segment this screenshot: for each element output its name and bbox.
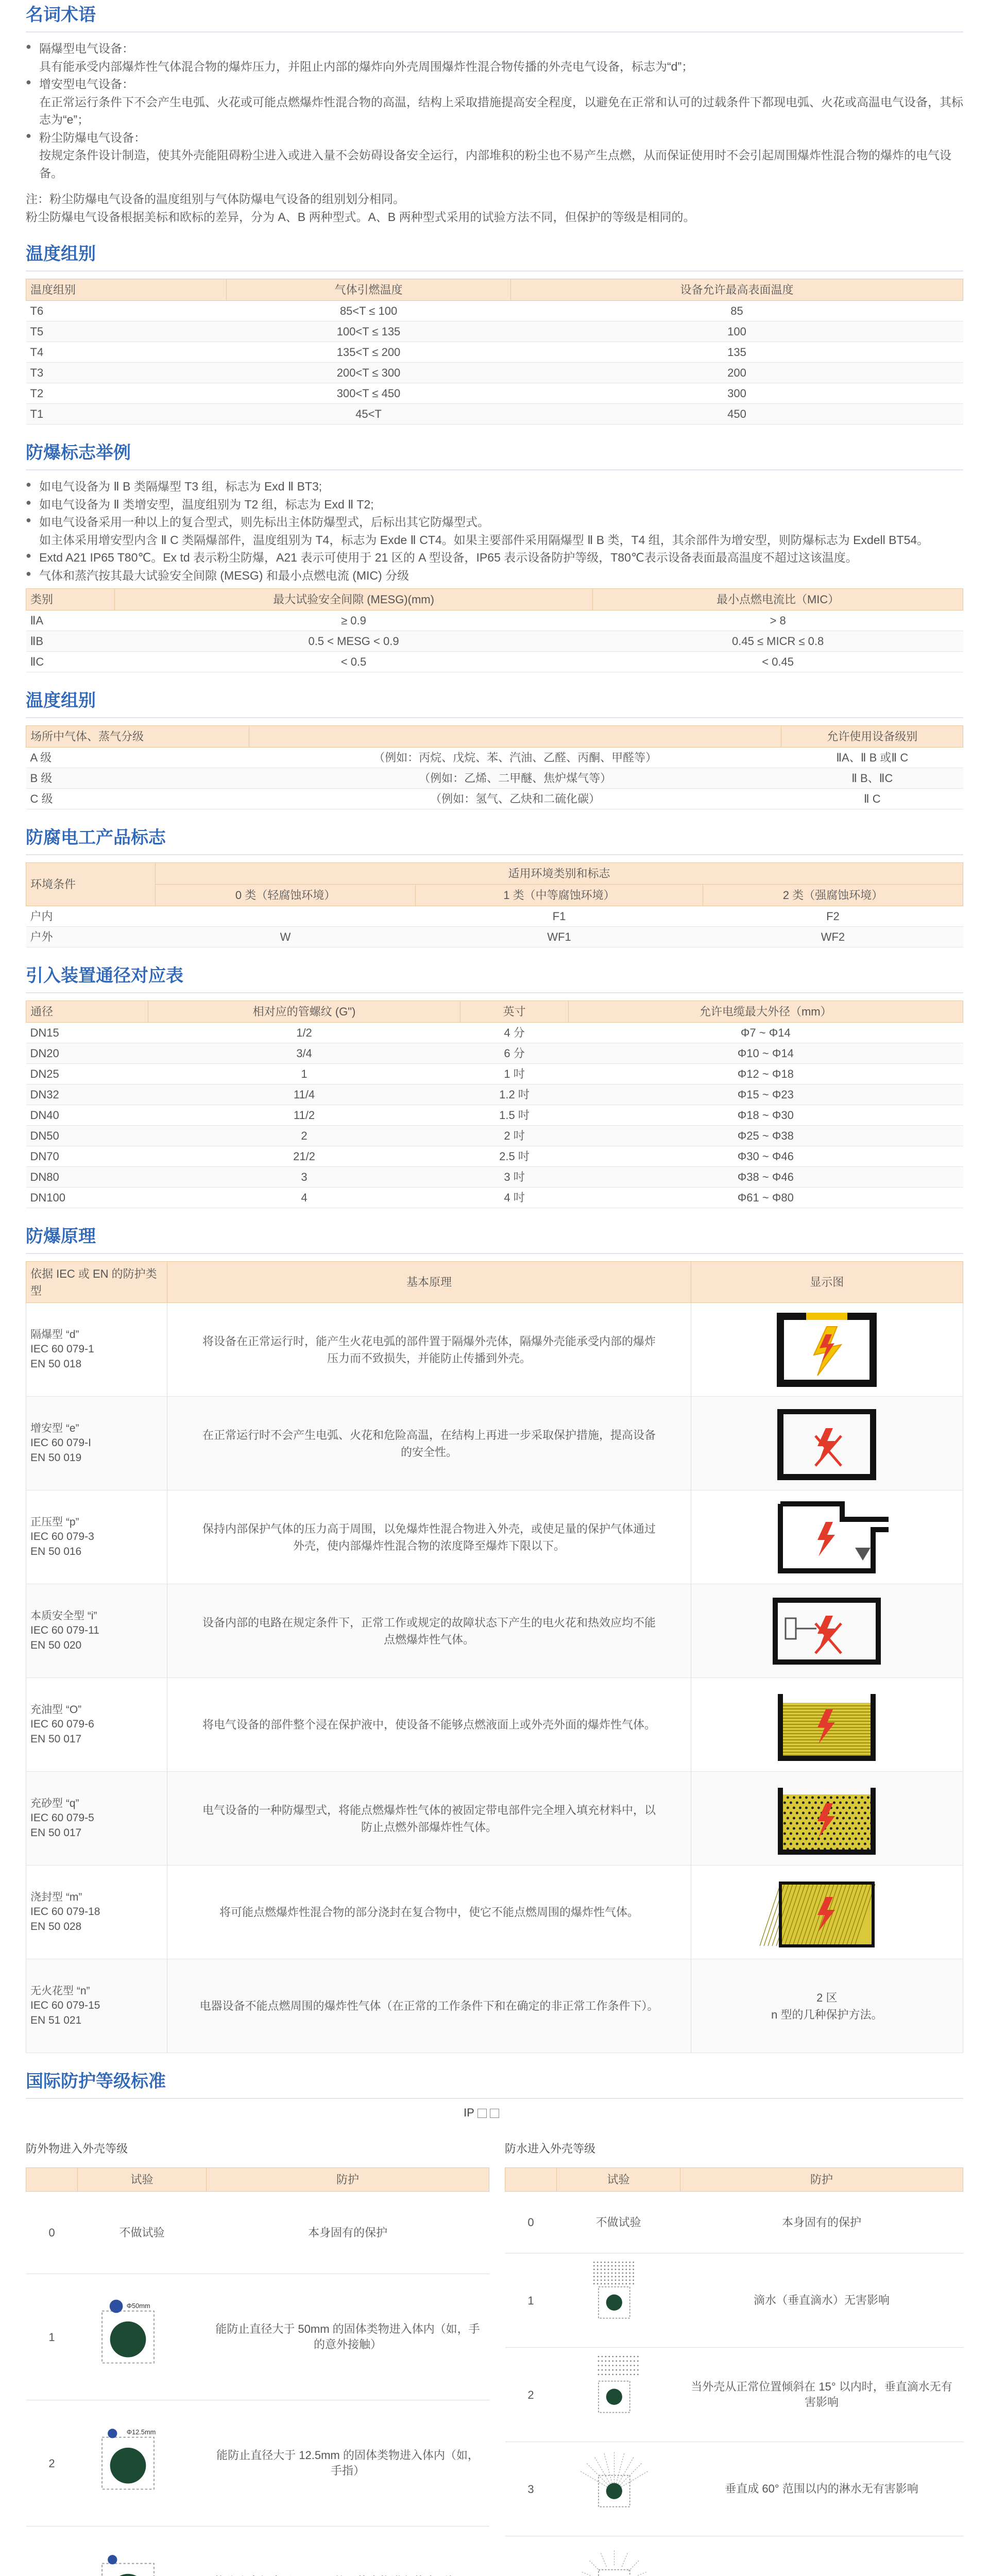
table-cell: B 级 xyxy=(26,768,249,789)
table-row xyxy=(26,1105,963,1126)
table-cell: Φ25 ~ Φ38 xyxy=(568,1126,963,1146)
table-cell: 户外 xyxy=(26,927,156,947)
list-item: ● Extd A21 IP65 T80℃。Ex td 表示粉尘防爆，A21 表示可使用于 21 区的 A 型设备，IP65 表示设备防护等级，T80℃表示设备表面最高温度不超过这该温度。 xyxy=(26,549,963,567)
table-cell: Φ15 ~ Φ23 xyxy=(568,1084,963,1105)
table-header: 环境条件 xyxy=(26,863,156,906)
ip-level xyxy=(26,2527,78,2576)
table-cell: 11/4 xyxy=(148,1084,461,1105)
table-row xyxy=(26,2400,489,2527)
ip-test xyxy=(557,2348,680,2442)
table-row xyxy=(26,321,963,342)
list-item: ● 如电气设备为 Ⅱ B 类隔爆型 T3 组，标志为 Exd Ⅱ BT3; xyxy=(26,478,963,496)
ip-protection: 能防止直径大于 50mm 的固体类物进入体内（如，手的意外接触） xyxy=(207,2274,489,2400)
table-row xyxy=(26,383,963,404)
ip-level: 1 xyxy=(505,2253,557,2348)
gas-class-title: 温度组别 xyxy=(26,688,963,718)
table-row xyxy=(26,1772,963,1866)
table-cell: Φ10 ~ Φ14 xyxy=(568,1043,963,1064)
ip-water-diagram xyxy=(567,2256,670,2341)
table-cell: 户内 xyxy=(26,906,156,927)
ip-level xyxy=(505,2536,557,2576)
glossary-term: ● 隔爆型电气设备： 具有能承受内部爆炸性气体混合物的爆炸压力，并阻止内部的爆炸向外壳周围爆炸性混合物传播的外壳电气设备，标志为“d”； xyxy=(26,40,963,75)
table-header: 允许电缆最大外径（mm） xyxy=(568,1001,963,1023)
protection-principle: 电器设备不能点燃周围的爆炸性气体（在正常的工作条件下和在确定的非正常工作条件下）。 xyxy=(167,1959,691,2053)
ip-solid-diagram xyxy=(83,2545,201,2576)
table-row xyxy=(26,1126,963,1146)
table-row xyxy=(26,301,963,321)
table-cell: 200 xyxy=(511,363,963,383)
ip-test: 不做试验 xyxy=(78,2192,207,2274)
protection-type: 无火花型 “n” IEC 60 079-15 EN 51 021 xyxy=(26,1959,167,2053)
table-row xyxy=(26,404,963,425)
mesg-table xyxy=(26,588,963,672)
ip-test xyxy=(78,2400,207,2527)
table-cell: C 级 xyxy=(26,789,249,809)
table-cell: T4 xyxy=(26,342,227,363)
principle-title: 防爆原理 xyxy=(26,1224,963,1254)
increased-diagram xyxy=(760,1405,894,1482)
table-row xyxy=(26,1584,963,1678)
table-header: 气体引燃温度 xyxy=(227,279,511,301)
glossary-list xyxy=(26,40,963,182)
table-cell: WF1 xyxy=(416,927,703,947)
gas-class-table xyxy=(26,725,963,809)
protection-type: 充砂型 “q” IEC 60 079-5 EN 50 017 xyxy=(26,1772,167,1866)
table-row xyxy=(26,2274,489,2400)
ip-title: 国际防护等级标准 xyxy=(26,2069,963,2099)
table-row xyxy=(26,1959,963,2053)
table-cell: 135<T ≤ 200 xyxy=(227,342,511,363)
ip-solid-table xyxy=(26,2167,489,2576)
table-cell: Φ12 ~ Φ18 xyxy=(568,1064,963,1084)
table-cell: 135 xyxy=(511,342,963,363)
list-item: ● 气体和蒸汽按其最大试验安全间隙 (MESG) 和最小点燃电流 (MIC) 分级 xyxy=(26,567,963,585)
table-row xyxy=(26,342,963,363)
anticorrosion-title: 防腐电工产品标志 xyxy=(26,825,963,855)
ip-water-diagram xyxy=(567,2444,670,2529)
table-header: 允许使用设备级别 xyxy=(781,726,963,748)
table-row xyxy=(26,1084,963,1105)
table-row xyxy=(26,1064,963,1084)
table-cell: 85<T ≤ 100 xyxy=(227,301,511,321)
table-row xyxy=(26,748,963,768)
table-cell: 2.5 吋 xyxy=(461,1146,568,1167)
table-cell: T6 xyxy=(26,301,227,321)
explosion-mark-title: 防爆标志举例 xyxy=(26,440,963,470)
table-row xyxy=(26,652,963,672)
ip-protection: 能防止直径大于 12.5mm 的固体类物进入体内（如，手指） xyxy=(207,2400,489,2527)
table-row xyxy=(26,906,963,927)
ip-level: 0 xyxy=(26,2192,78,2274)
sand-diagram xyxy=(760,1780,894,1857)
table-cell: 0.45 ≤ MICR ≤ 0.8 xyxy=(593,631,963,652)
protection-principle: 在正常运行时不会产生电弧、火花和危险高温，在结构上再进一步采取保护措施，提高设备的安全性。 xyxy=(167,1397,691,1490)
ip-protection: 滴水（垂直滴水）无害影响 xyxy=(680,2253,963,2348)
table-row xyxy=(505,2253,963,2348)
table-cell: DN32 xyxy=(26,1084,148,1105)
temp-group-table xyxy=(26,279,963,425)
ip-level: 2 xyxy=(26,2400,78,2527)
table-row xyxy=(26,1188,963,1208)
table-row xyxy=(26,1866,963,1959)
ip-test xyxy=(557,2536,680,2576)
table-cell: DN25 xyxy=(26,1064,148,1084)
table-cell: W xyxy=(155,927,415,947)
table-header: 设备允许最高表面温度 xyxy=(511,279,963,301)
entry-table xyxy=(26,1001,963,1208)
protection-diagram xyxy=(691,1678,963,1772)
list-item: ● 如电气设备为 Ⅱ 类增安型，温度组别为 T2 组，标志为 Exd Ⅱ T2; xyxy=(26,496,963,514)
table-cell: 3 xyxy=(148,1167,461,1188)
table-cell: Ⅱ B、ⅡC xyxy=(781,768,963,789)
table-cell: 300 xyxy=(511,383,963,404)
encap-diagram xyxy=(760,1874,894,1951)
table-header: 显示图 xyxy=(691,1262,963,1303)
table-row xyxy=(26,611,963,631)
table-header: 相对应的管螺纹 (G") xyxy=(148,1001,461,1023)
table-cell: T1 xyxy=(26,404,227,425)
ip-protection: 本身固有的保护 xyxy=(207,2192,489,2274)
table-cell: （例如：乙烯、二甲醚、焦炉煤气等） xyxy=(249,768,781,789)
table-header: 试验 xyxy=(557,2168,680,2192)
protection-diagram xyxy=(691,1866,963,1959)
protection-principle: 将可能点燃爆炸性混合物的部分浇封在复合物中，使它不能点燃周围的爆炸性气体。 xyxy=(167,1866,691,1959)
table-cell: Φ7 ~ Φ14 xyxy=(568,1023,963,1043)
table-cell: ⅡA xyxy=(26,611,115,631)
ip-section xyxy=(26,2106,963,2576)
table-row xyxy=(505,2442,963,2536)
table-cell: 2 吋 xyxy=(461,1126,568,1146)
ip-solid-diagram xyxy=(83,2292,201,2377)
ip-water-diagram xyxy=(567,2538,670,2576)
table-cell: T5 xyxy=(26,321,227,342)
table-cell: 11/2 xyxy=(148,1105,461,1126)
glossary-note: 注：粉尘防爆电气设备的温度组别与气体防爆电气设备的组别划分相同。 xyxy=(26,192,405,206)
table-cell: 21/2 xyxy=(148,1146,461,1167)
list-item: 如主体采用增安型内含 Ⅱ C 类隔爆部件，温度组别为 T4，标志为 Exde Ⅱ CT4。如果主要部件采用隔爆型 Ⅱ B 类，T4 组，其余部件为增安型，则防爆标志为 Exdell BT54。 xyxy=(39,533,929,547)
ip-test xyxy=(557,2253,680,2348)
table-row xyxy=(505,2536,963,2576)
ip-test xyxy=(557,2442,680,2536)
table-row xyxy=(26,2192,489,2274)
protection-principle: 电气设备的一种防爆型式，将能点燃爆炸性气体的被固定带电部件完全埋入填充材料中，以防止点燃外部爆炸性气体。 xyxy=(167,1772,691,1866)
temp-group-title: 温度组别 xyxy=(26,241,963,272)
table-row xyxy=(26,768,963,789)
ip-level: 3 xyxy=(505,2442,557,2536)
table-cell: 45<T xyxy=(227,404,511,425)
ip-test xyxy=(78,2527,207,2576)
table-cell: 1.5 吋 xyxy=(461,1105,568,1126)
ip-solid-diagram xyxy=(83,2418,201,2503)
table-cell: A 级 xyxy=(26,748,249,768)
glossary-desc: 具有能承受内部爆炸性气体混合物的爆炸压力，并阻止内部的爆炸向外壳周围爆炸性混合物传播的外壳电气设备，标志为“d”； xyxy=(39,59,694,73)
table-cell: 1 xyxy=(148,1064,461,1084)
ip-water-column xyxy=(505,2140,963,2576)
glossary-title: 名词术语 xyxy=(26,2,963,32)
table-cell: 3 吋 xyxy=(461,1167,568,1188)
table-header: 温度组别 xyxy=(26,279,227,301)
table-cell: 3/4 xyxy=(148,1043,461,1064)
table-header: 基本原理 xyxy=(167,1262,691,1303)
ip-solid-column xyxy=(26,2140,489,2576)
ip-test xyxy=(78,2274,207,2400)
table-header: 最小点燃电流比（MIC） xyxy=(593,589,963,611)
table-header: 通径 xyxy=(26,1001,148,1023)
table-row xyxy=(26,1397,963,1490)
glossary-desc: 在正常运行条件下不会产生电弧、火花或可能点燃爆炸性混合物的高温，结构上采取措施提高安全程度，以避免在正常和认可的过载条件下都现电弧、火花或高温电气设备，其标志为“e”； xyxy=(39,95,963,126)
table-cell: 4 吋 xyxy=(461,1188,568,1208)
table-cell: Φ18 ~ Φ30 xyxy=(568,1105,963,1126)
table-header: 适用环境类别和标志 xyxy=(155,863,963,885)
table-cell: 1 吋 xyxy=(461,1064,568,1084)
table-cell: 4 xyxy=(148,1188,461,1208)
glossary-term: ● 增安型电气设备： 在正常运行条件下不会产生电弧、火花或可能点燃爆炸性混合物的高温，结构上采取措施提高安全程度，以避免在正常和认可的过载条件下都现电弧、火花或高温电气设备，其标志为“e”； xyxy=(26,75,963,129)
table-row xyxy=(505,2348,963,2442)
table-cell: Φ30 ~ Φ46 xyxy=(568,1146,963,1167)
table-header: 英寸 xyxy=(461,1001,568,1023)
entry-title: 引入装置通径对应表 xyxy=(26,963,963,993)
flameproof-diagram xyxy=(760,1311,894,1388)
table-cell: （例如：丙烷、戊烷、苯、汽油、乙醛、丙酮、甲醛等） xyxy=(249,748,781,768)
protection-diagram xyxy=(691,1397,963,1490)
table-cell: DN50 xyxy=(26,1126,148,1146)
table-cell: F2 xyxy=(703,906,963,927)
table-header: 依据 IEC 或 EN 的防护类型 xyxy=(26,1262,167,1303)
table-cell: ⅡB xyxy=(26,631,115,652)
table-cell: ⅡC xyxy=(26,652,115,672)
table-header: 类别 xyxy=(26,589,115,611)
protection-diagram xyxy=(691,1584,963,1678)
protection-type: 充油型 “O” IEC 60 079-6 EN 50 017 xyxy=(26,1678,167,1772)
table-row xyxy=(26,927,963,947)
table-row xyxy=(26,2527,489,2576)
ip-protection xyxy=(680,2536,963,2576)
table-row xyxy=(26,1678,963,1772)
glossary-term: ● 粉尘防爆电气设备： 按规定条件设计制造，使其外壳能阻碍粉尘进入或进入量不会妨碍设备安全运行，内部堆积的粉尘也不易产生点燃，从而保证使用时不会引起周围爆炸性混合物的爆炸的电气设备。 xyxy=(26,129,963,182)
table-header: 防护 xyxy=(680,2168,963,2192)
protection-type: 本质安全型 “i” IEC 60 079-11 EN 50 020 xyxy=(26,1584,167,1678)
table-header: 1 类（中等腐蚀环境） xyxy=(416,885,703,906)
ip-water-label: 防水进入外壳等级 xyxy=(505,2142,596,2155)
table-cell: Φ38 ~ Φ46 xyxy=(568,1167,963,1188)
anticorrosion-table xyxy=(26,862,963,947)
ip-protection: 本身固有的保护 xyxy=(680,2192,963,2253)
table-cell: Φ61 ~ Φ80 xyxy=(568,1188,963,1208)
table-cell: WF2 xyxy=(703,927,963,947)
table-cell: 100<T ≤ 135 xyxy=(227,321,511,342)
oil-diagram xyxy=(760,1686,894,1764)
table-cell: 1/2 xyxy=(148,1023,461,1043)
table-cell: 450 xyxy=(511,404,963,425)
table-cell: T3 xyxy=(26,363,227,383)
protection-principle: 将电气设备的部件整个浸在保护液中，使设备不能够点燃液面上或外壳外面的爆炸性气体。 xyxy=(167,1678,691,1772)
table-header xyxy=(249,726,781,748)
ip-water-table xyxy=(505,2167,963,2576)
table-cell: ≥ 0.9 xyxy=(114,611,593,631)
table-row xyxy=(26,631,963,652)
explosion-mark-list xyxy=(26,478,963,584)
table-header: 场所中气体、蒸气分级 xyxy=(26,726,249,748)
table-cell: 200<T ≤ 300 xyxy=(227,363,511,383)
glossary-note: 粉尘防爆电气设备根据美标和欧标的差异，分为 A、B 两种型式。A、B 两种型式采用的试验方法不同，但保护的等级是相同的。 xyxy=(26,210,695,224)
ip-water-diagram xyxy=(567,2350,670,2435)
svg-text:Φ50mm: Φ50mm xyxy=(126,2302,150,2310)
table-cell: 2 xyxy=(148,1126,461,1146)
table-cell: < 0.45 xyxy=(593,652,963,672)
table-header: 试验 xyxy=(78,2168,207,2192)
table-cell: DN40 xyxy=(26,1105,148,1126)
table-row xyxy=(26,1490,963,1584)
table-row xyxy=(26,363,963,383)
table-row xyxy=(26,789,963,809)
table-header: 2 类（强腐蚀环境） xyxy=(703,885,963,906)
table-cell: T2 xyxy=(26,383,227,404)
table-cell: 100 xyxy=(511,321,963,342)
table-cell: < 0.5 xyxy=(114,652,593,672)
protection-diagram xyxy=(691,1303,963,1397)
ip-test: 不做试验 xyxy=(557,2192,680,2253)
ip-protection: 垂直成 60° 范围以内的淋水无有害影响 xyxy=(680,2442,963,2536)
table-row xyxy=(26,1303,963,1397)
table-cell: 4 分 xyxy=(461,1023,568,1043)
table-cell: F1 xyxy=(416,906,703,927)
table-cell: 85 xyxy=(511,301,963,321)
protection-principle: 将设备在正常运行时，能产生火花电弧的部件置于隔爆外壳体，隔爆外壳能承受内部的爆炸压力而不致损失，并能防止传播到外壳。 xyxy=(167,1303,691,1397)
glossary-desc: 按规定条件设计制造，使其外壳能阻碍粉尘进入或进入量不会妨碍设备安全运行，内部堆积的粉尘也不易产生点燃，从而保证使用时不会引起周围爆炸性混合物的爆炸的电气设备。 xyxy=(39,148,951,180)
protection-diagram: 2 区 n 型的几种保护方法。 xyxy=(691,1959,963,2053)
principle-table xyxy=(26,1261,963,2053)
table-cell: > 8 xyxy=(593,611,963,631)
table-row xyxy=(26,1043,963,1064)
table-row xyxy=(26,1023,963,1043)
table-row xyxy=(26,1146,963,1167)
pressurized-diagram xyxy=(760,1499,894,1576)
ip-level: 2 xyxy=(505,2348,557,2442)
table-cell: ⅡA、Ⅱ B 或Ⅱ C xyxy=(781,748,963,768)
protection-principle: 设备内部的电路在规定条件下，正常工作或规定的故障状态下产生的电火花和热效应均不能点燃爆炸性气体。 xyxy=(167,1584,691,1678)
protection-type: 增安型 “e” IEC 60 079-I EN 50 019 xyxy=(26,1397,167,1490)
list-item: ● 如电气设备采用一种以上的复合型式，则先标出主体防爆型式，后标出其它防爆型式。 xyxy=(26,513,963,531)
table-cell: DN15 xyxy=(26,1023,148,1043)
table-cell: Ⅱ C xyxy=(781,789,963,809)
table-row xyxy=(26,1167,963,1188)
table-cell: 300<T ≤ 450 xyxy=(227,383,511,404)
table-cell: DN20 xyxy=(26,1043,148,1064)
table-cell: DN80 xyxy=(26,1167,148,1188)
ip-protection xyxy=(207,2527,489,2576)
intrinsic-diagram xyxy=(760,1592,894,1670)
protection-diagram xyxy=(691,1490,963,1584)
ip-protection: 当外壳从正常位置倾斜在 15° 以内时，垂直滴水无有害影响 xyxy=(680,2348,963,2442)
table-header: 0 类（轻腐蚀环境） xyxy=(155,885,415,906)
protection-type: 浇封型 “m” IEC 60 079-18 EN 50 028 xyxy=(26,1866,167,1959)
table-header: 最大试验安全间隙 (MESG)(mm) xyxy=(114,589,593,611)
protection-diagram xyxy=(691,1772,963,1866)
table-cell: DN70 xyxy=(26,1146,148,1167)
ip-level: 1 xyxy=(26,2274,78,2400)
ip-level: 0 xyxy=(505,2192,557,2253)
protection-principle: 保持内部保护气体的压力高于周围，以免爆炸性混合物进入外壳，或使足量的保护气体通过外壳，使内部爆炸性混合物的浓度降至爆炸下限以下。 xyxy=(167,1490,691,1584)
table-cell: （例如：氢气、乙炔和二硫化碳） xyxy=(249,789,781,809)
table-cell xyxy=(155,906,415,927)
protection-type: 正压型 “p” IEC 60 079-3 EN 50 016 xyxy=(26,1490,167,1584)
table-cell: DN100 xyxy=(26,1188,148,1208)
table-cell: 0.5 < MESG < 0.9 xyxy=(114,631,593,652)
ip-code-mark: IP xyxy=(464,2104,499,2121)
table-header: 防护 xyxy=(207,2168,489,2192)
protection-type: 隔爆型 “d” IEC 60 079-1 EN 50 018 xyxy=(26,1303,167,1397)
svg-text:Φ12.5mm: Φ12.5mm xyxy=(126,2428,156,2436)
table-cell: 6 分 xyxy=(461,1043,568,1064)
ip-solid-label: 防外物进入外壳等级 xyxy=(26,2142,128,2155)
table-row xyxy=(505,2192,963,2253)
table-cell: 1.2 吋 xyxy=(461,1084,568,1105)
